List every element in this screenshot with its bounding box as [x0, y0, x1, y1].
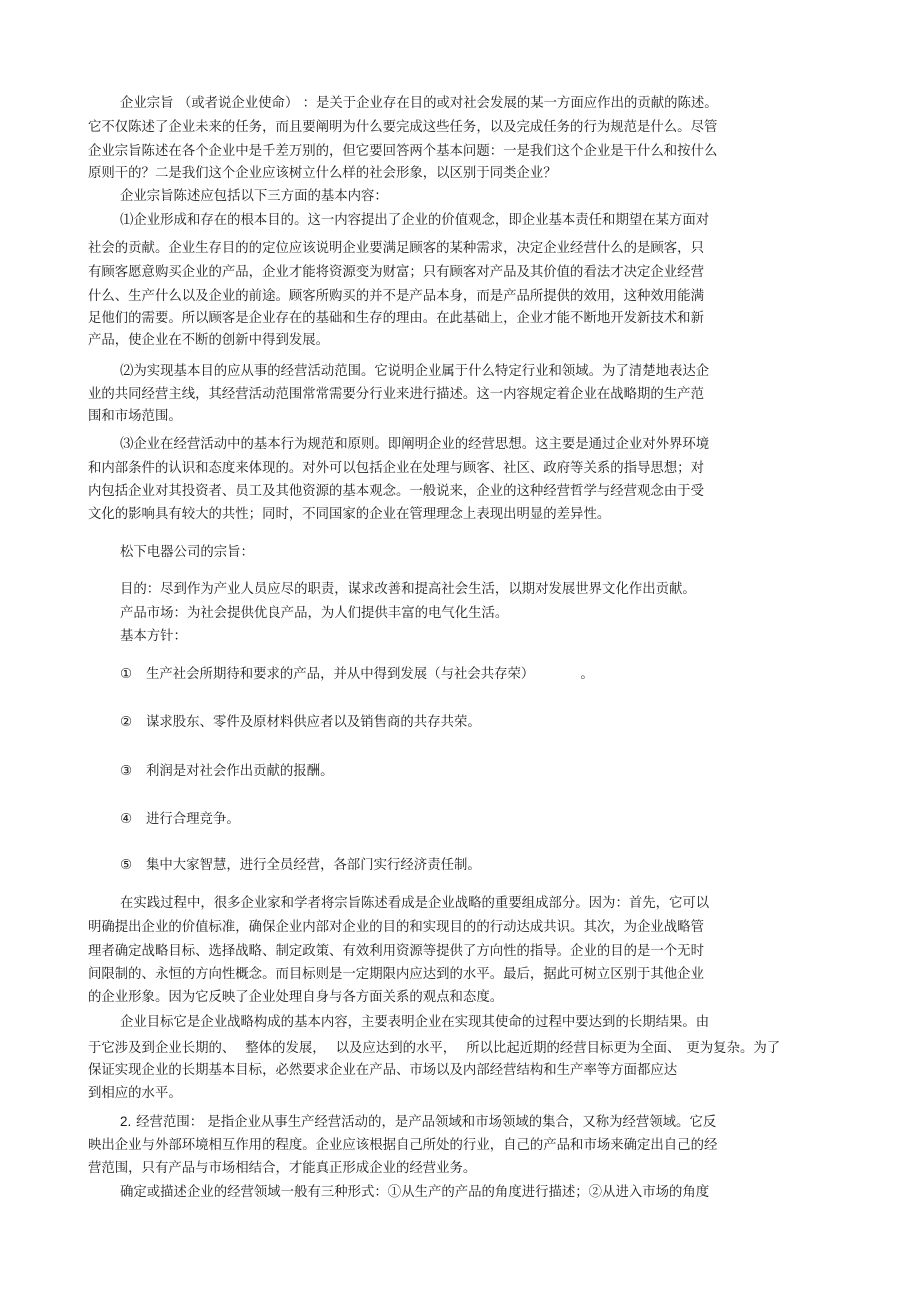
practice-line-3: 理者确定战略目标、选择战略、制定政策、有效利用资源等提供了方向性的指导。企业的目的是一个无时: [88, 944, 704, 959]
item2-line-1: ⑵为实现基本目的应从事的经营活动范围。它说明企业属于什么特定行业和领域。为了清楚地表达企: [120, 364, 710, 379]
panasonic-title: 松下电器公司的宗旨：: [120, 545, 254, 560]
goal-segment: 所以比起近期的经营目标更为全面、: [466, 1041, 681, 1056]
policy-text: 利润是对社会作出贡献的报酬。: [146, 764, 334, 779]
policy-text: 进行合理竞争。: [146, 812, 240, 827]
contents-intro: 企业宗旨陈述应包括以下三方面的基本内容：: [120, 189, 388, 204]
item1-line-4: 什么、生产什么以及企业的前途。顾客所购买的并不是产品本身，而是产品所提供的效用，这种效用能满: [88, 289, 704, 304]
scope-line-3: 营范围，只有产品与市场相结合，才能真正形成企业的经营业务。: [88, 1161, 477, 1176]
goal-line-2: [88, 1038, 780, 1060]
policy-item-4: [120, 809, 240, 831]
policy-text: 谋求股东、零件及原材料供应者以及销售商的共存共荣。: [146, 715, 481, 730]
practice-line-5: 的企业形象。因为它反映了企业处理自身与各方面关系的观点和态度。: [88, 990, 504, 1005]
policy-marker: ④: [120, 812, 133, 827]
item3-line-4: 文化的影响具有较大的共性；同时，不同国家的企业在管理理念上表现出明显的差异性。: [88, 507, 611, 522]
item1-line-3: 有顾客愿意购买企业的产品，企业才能将资源变为财富；只有顾客对产品及其价值的看法才决定企业经营: [88, 265, 704, 280]
goal-line-3: 保证实现企业的长期基本目标，必然要求企业在产品、市场以及内部经营结构和生产率等方面都应达: [88, 1063, 678, 1078]
policy-item-2: [120, 712, 481, 734]
scope-line-1: [120, 1111, 716, 1134]
item3-line-1: ⑶企业在经营活动中的基本行为规范和原则。即阐明企业的经营思想。这主要是通过企业对外界环境: [120, 437, 710, 452]
policy-text: 生产社会所期待和要求的产品，并从中得到发展（与社会共存荣）: [146, 667, 535, 682]
item1-line-6: 产品，使企业在不断的创新中得到发展。: [88, 333, 330, 348]
policy-marker: ⑤: [120, 858, 133, 873]
intro-line-4: 原则干的？二是我们这个企业应该树立什么样的社会形象，以区别于同类企业？: [88, 166, 557, 181]
panasonic-policy-title: 基本方针：: [120, 629, 187, 644]
item3-line-2: 和内部条件的认识和态度来体现的。对外可以包括企业在处理与顾客、社区、政府等关系的指导思想；对: [88, 461, 704, 476]
goal-line-1: 企业目标它是企业战略构成的基本内容，主要表明企业在实现其使命的过程中要达到的长期结果。由: [120, 1015, 710, 1030]
scope-text: 经营范围： 是指企业从事生产经营活动的，是产品领域和市场领域的集合，又称为经营领域。它反: [136, 1115, 717, 1130]
scope-line-4: 确定或描述企业的经营领域一般有三种形式：①从生产的产品的角度进行描述；②从进入市场的角度: [120, 1185, 710, 1200]
goal-segment: 于它涉及到企业长期的、: [88, 1041, 236, 1056]
policy-item-3: [120, 761, 333, 783]
intro-line-2: 它不仅陈述了企业未来的任务，而且要阐明为什么要完成这些任务，以及完成任务的行为规范是什么。尽管: [88, 120, 718, 135]
practice-line-1: 在实践过程中，很多企业家和学者将宗旨陈述看成是企业战略的重要组成部分。因为：首先，它可以: [120, 896, 710, 911]
policy-text: 集中大家智慧，进行全员经营，各部门实行经济责任制。: [146, 858, 481, 873]
policy-marker: ③: [120, 764, 133, 779]
goal-segment: 以及应达到的水平，: [335, 1041, 457, 1056]
item2-line-2: 业的共同经营主线，其经营活动范围常常需要分行业来进行描述。这一内容规定着企业在战略期的生产范: [88, 387, 704, 402]
policy-marker: ②: [120, 715, 133, 730]
policy-item-5: [120, 855, 481, 877]
practice-line-4: 间限制的、永恒的方向性概念。而目标则是一定期限内应达到的水平。最后，据此可树立区别于其他企业: [88, 967, 704, 982]
item2-line-3: 围和市场范围。: [88, 409, 182, 424]
goal-segment: 更为复杂。为了: [686, 1041, 781, 1056]
item1-line-2: 社会的贡献。企业生存目的的定位应该说明企业要满足顾客的某种需求，决定企业经营什么的是顾客，只: [88, 241, 704, 256]
policy-item-1: [120, 664, 594, 686]
goal-line-4: 到相应的水平。: [88, 1086, 182, 1101]
scope-line-2: 映出企业与外部环境相互作用的程度。企业应该根据自己所处的行业，自己的产品和市场来确定出自己的经: [88, 1138, 718, 1153]
panasonic-market: 产品市场：为社会提供优良产品，为人们提供丰富的电气化生活。: [120, 606, 509, 621]
policy-marker: ①: [120, 667, 133, 682]
item3-line-3: 内包括企业对其投资者、员工及其他资源的基本观念。一般说来，企业的这种经营哲学与经营观念由于受: [88, 484, 704, 499]
panasonic-purpose: 目的：尽到作为产业人员应尽的职责，谋求改善和提高社会生活，以期对发展世界文化作出贡献。: [120, 582, 696, 597]
scope-number: 2.: [120, 1114, 132, 1129]
intro-line-1: 企业宗旨 （或者说企业使命） ：是关于企业存在目的或对社会发展的某一方面应作出的贡献的陈述。: [120, 96, 718, 111]
policy-tail: 。: [580, 667, 594, 682]
intro-line-3: 企业宗旨陈述在各个企业中是千差万别的，但它要回答两个基本问题：一是我们这个企业是干什么和按什么: [88, 144, 718, 159]
item1-line-1: ⑴企业形成和存在的根本目的。这一内容提出了企业的价值观念，即企业基本责任和期望在某方面对: [120, 213, 710, 228]
goal-segment: 整体的发展，: [245, 1041, 326, 1056]
practice-line-2: 明确提出企业的价值标准，确保企业内部对企业的目的和实现目的的行动达成共识。其次，为企业战略管: [88, 920, 704, 935]
item1-line-5: 足他们的需要。所以顾客是企业存在的基础和生存的理由。在此基础上，企业才能不断地开发新技术和新: [88, 311, 704, 326]
